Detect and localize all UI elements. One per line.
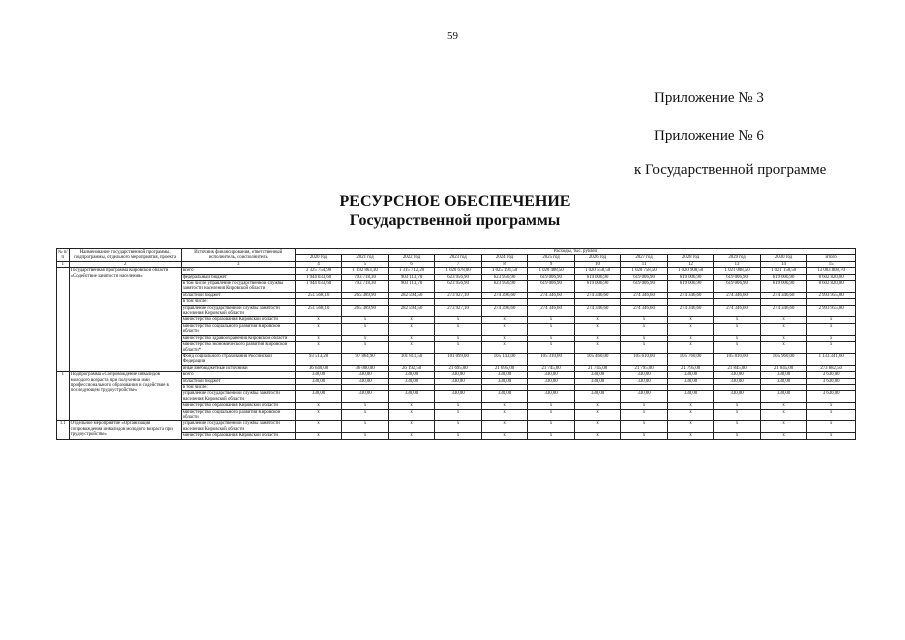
column-number: 11 [621, 261, 668, 267]
expense-value: x [342, 421, 389, 433]
expense-value: 105 310,00 [528, 353, 575, 365]
expense-value: x [435, 421, 482, 433]
expense-value: 1 020 758,50 [621, 268, 668, 274]
expense-value: 619 006,90 [528, 281, 575, 293]
expense-value: x [760, 409, 807, 421]
header-year: 2021 год [342, 255, 389, 261]
expense-value: 274 346,60 [621, 305, 668, 317]
expense-value: x [574, 403, 621, 409]
expense-value: x [667, 323, 714, 335]
expense-value: 1 133 341,60 [807, 353, 856, 365]
expense-value: x [388, 403, 435, 409]
column-number: 13 [714, 261, 761, 267]
expense-value: x [760, 317, 807, 323]
expense-value: 619 006,90 [528, 274, 575, 280]
expense-value: x [295, 409, 342, 421]
expense-value: x [342, 335, 389, 341]
expense-value: 251 568,10 [295, 305, 342, 317]
expense-value: 623 956,90 [481, 281, 528, 293]
expense-value: x [481, 409, 528, 421]
column-number: 12 [667, 261, 714, 267]
column-number: 4 [295, 261, 342, 267]
expense-value: 1 020 558,50 [574, 268, 621, 274]
expense-value: x [342, 409, 389, 421]
table-body [57, 261, 856, 439]
expense-value: 21 845,00 [760, 365, 807, 371]
expense-value: x [481, 323, 528, 335]
row-number: 1 [57, 372, 70, 421]
header-num: № п/п [58, 249, 68, 260]
expense-value: 1 025 191,50 [481, 268, 528, 274]
expense-value: x [388, 409, 435, 421]
column-number: 1 [57, 261, 70, 267]
expense-value: 273 927,10 [435, 292, 482, 298]
expense-value: 26 192,50 [388, 365, 435, 371]
expense-value: 36 000,00 [342, 365, 389, 371]
table-header [57, 249, 856, 262]
expense-value: 274 346,60 [667, 305, 714, 317]
program-name: Подпрограмма «Сопровождение инвалидов молодого возраста при получении ими профессионального образования и содействие в последующем трудоустройстве» [69, 372, 181, 421]
header-year: 2026 год [574, 255, 621, 261]
expense-value: x [342, 317, 389, 323]
appendix-line-2: Приложение № 6 [654, 128, 764, 144]
funding-source: министерство образования Кировской области [181, 433, 295, 439]
expense-value: x [388, 421, 435, 433]
expense-value: 330,00 [760, 391, 807, 403]
expense-value: 274 346,60 [621, 292, 668, 298]
expense-value: x [528, 421, 575, 433]
expense-value: 21 745,00 [528, 365, 575, 371]
expense-value: 274 346,60 [667, 292, 714, 298]
expense-value: 330,00 [481, 378, 528, 384]
column-number: 2 [69, 261, 181, 267]
expense-value: x [388, 335, 435, 341]
expense-value: 330,00 [435, 372, 482, 378]
funding-source: управление государственной службы занятости населения Кировской области [181, 421, 295, 433]
expense-value: x [667, 433, 714, 439]
expense-value: 619 006,90 [667, 281, 714, 293]
funding-source: иные внебюджетные источники [181, 365, 295, 371]
expense-value: 274 346,60 [574, 305, 621, 317]
program-name: Государственная программа Кировской области «Содействие занятости населения» [69, 268, 181, 372]
program-name: Отдельное мероприятие «Организация сопровождения инвалидов молодого возраста при трудоустройстве» [69, 421, 181, 439]
funding-source: министерство социального развития Кировской области [181, 323, 295, 335]
expense-value: x [574, 421, 621, 433]
expense-value: x [481, 433, 528, 439]
expense-value: 619 006,90 [574, 281, 621, 293]
expense-value: x [388, 433, 435, 439]
expense-value: 8 602 820,80 [807, 274, 856, 280]
expense-value: 619 006,90 [574, 274, 621, 280]
funding-source: всего [181, 372, 295, 378]
expense-value: 1 192 863,10 [342, 268, 389, 274]
expense-value: x [481, 403, 528, 409]
expense-value: 619 006,90 [760, 281, 807, 293]
expense-value: 330,00 [714, 378, 761, 384]
expense-value: x [807, 335, 856, 341]
header-year: 2022 год [388, 255, 435, 261]
expense-value: x [528, 317, 575, 323]
expense-value: 330,00 [528, 378, 575, 384]
expense-value: x [621, 409, 668, 421]
expense-value: 1 021 008,50 [714, 268, 761, 274]
expense-value: 330,00 [574, 391, 621, 403]
header-source: Источник финансирования, ответственный исполнитель, соисполнитель [181, 249, 295, 262]
column-number: 8 [481, 261, 528, 267]
expense-value: 330,00 [435, 378, 482, 384]
expense-value: 282 594,50 [388, 305, 435, 317]
funding-source: управление государственной службы занятости населения Кировской области [181, 391, 295, 403]
expense-value: 330,00 [667, 391, 714, 403]
header-year: 2029 год [714, 255, 761, 261]
expense-value: x [621, 433, 668, 439]
expense-value: 274 346,60 [760, 292, 807, 298]
expense-value: 3 630,00 [807, 378, 856, 384]
expense-value: 105 960,00 [760, 353, 807, 365]
column-number: 5 [342, 261, 389, 267]
expense-value: 330,00 [295, 378, 342, 384]
header-expenses: Расходы, тыс. рублей [295, 249, 855, 255]
expense-value: 21 795,00 [621, 365, 668, 371]
expense-value: 330,00 [528, 391, 575, 403]
expense-value: 330,00 [760, 372, 807, 378]
funding-source: в том числе: [181, 384, 295, 390]
column-number: 7 [435, 261, 482, 267]
resource-table [56, 248, 856, 440]
expense-value: x [574, 433, 621, 439]
expense-value: 330,00 [295, 372, 342, 378]
expense-value: x [435, 433, 482, 439]
expense-value: x [714, 433, 761, 439]
funding-source: в том числе управление государственной службы занятости населения Кировской области [181, 281, 295, 293]
page-number: 59 [447, 30, 458, 42]
expense-value: x [760, 342, 807, 354]
expense-value: x [295, 403, 342, 409]
expense-value: x [295, 433, 342, 439]
expense-value: 97 864,90 [342, 353, 389, 365]
expense-value: 21 695,00 [435, 365, 482, 371]
expense-value: 265 389,90 [342, 292, 389, 298]
funding-source: в том числе: [181, 299, 295, 305]
expense-value: 793 718,30 [342, 281, 389, 293]
expense-value: 330,00 [295, 391, 342, 403]
expense-value: 13 003 808,70 [807, 268, 856, 274]
expense-value: 330,00 [388, 372, 435, 378]
expense-value: x [807, 409, 856, 421]
expense-value: 105 143,00 [481, 353, 528, 365]
expense-value: 330,00 [574, 378, 621, 384]
funding-source: федеральный бюджет [181, 274, 295, 280]
expense-value: 1 315 712,20 [388, 268, 435, 274]
expense-value: x [714, 323, 761, 335]
header-year: 2023 год [435, 255, 482, 261]
title-line-1: РЕСУРСНОЕ ОБЕСПЕЧЕНИЕ [339, 193, 571, 210]
expense-value: x [807, 342, 856, 354]
expense-value: 8 602 820,80 [807, 281, 856, 293]
expense-value: 330,00 [621, 372, 668, 378]
expense-value: 330,00 [435, 391, 482, 403]
expense-value: x [574, 342, 621, 354]
expense-value: x [388, 342, 435, 354]
expense-value: x [528, 342, 575, 354]
funding-source: министерство экономического развития Кировской области* [181, 342, 295, 354]
expense-value: x [714, 403, 761, 409]
expense-value: x [714, 335, 761, 341]
expense-value: x [621, 317, 668, 323]
expense-value: 619 006,90 [760, 274, 807, 280]
expense-value: 105 460,00 [574, 353, 621, 365]
expense-value: x [807, 317, 856, 323]
column-number: 14 [760, 261, 807, 267]
expense-value: 274 396,60 [481, 305, 528, 317]
expense-value: x [574, 317, 621, 323]
row-number: 1.1 [57, 421, 70, 439]
expense-value: x [760, 323, 807, 335]
expense-value: x [807, 323, 856, 335]
expense-value: 330,00 [714, 372, 761, 378]
funding-source: управление государственной службы занятости населения Кировской области [181, 305, 295, 317]
expense-value: 619 006,90 [667, 274, 714, 280]
expense-value: x [667, 335, 714, 341]
expense-value: 21 695,00 [481, 365, 528, 371]
expense-value: x [435, 342, 482, 354]
funding-source: Фонд социального страхования Российской Федерации [181, 353, 295, 365]
expense-value: 274 346,60 [574, 292, 621, 298]
header-year: 2020 год [295, 255, 342, 261]
expense-value: 282 594,50 [388, 292, 435, 298]
expense-value: 265 389,90 [342, 305, 389, 317]
expense-value: 330,00 [714, 391, 761, 403]
expense-value: x [342, 433, 389, 439]
expense-value: x [342, 342, 389, 354]
expense-value: 93 513,20 [295, 353, 342, 365]
funding-source: областной бюджет [181, 378, 295, 384]
expense-value: 274 346,60 [528, 305, 575, 317]
expense-value: 36 640,00 [295, 365, 342, 371]
expense-value: 903 113,70 [388, 281, 435, 293]
expense-value: x [667, 421, 714, 433]
funding-source: министерство здравоохранения Кировской области [181, 335, 295, 341]
expense-value: x [760, 433, 807, 439]
expense-value: 1 020 408,50 [528, 268, 575, 274]
expense-value: x [528, 323, 575, 335]
expense-value: x [528, 403, 575, 409]
expense-value: 330,00 [574, 372, 621, 378]
expense-value: x [714, 409, 761, 421]
expense-value: x [621, 403, 668, 409]
column-number: 9 [528, 261, 575, 267]
document-title [290, 192, 620, 230]
expense-value: 2 993 955,80 [807, 305, 856, 317]
expense-value: 330,00 [388, 378, 435, 384]
funding-source: областной бюджет [181, 292, 295, 298]
expense-value: 623 956,90 [435, 274, 482, 280]
expense-value: x [528, 335, 575, 341]
expense-value: x [295, 342, 342, 354]
expense-value: x [621, 342, 668, 354]
expense-value: x [481, 335, 528, 341]
expense-value: 105 810,00 [714, 353, 761, 365]
expense-value: 903 113,70 [388, 274, 435, 280]
expense-value: 330,00 [481, 391, 528, 403]
appendix-line-1: Приложение № 3 [654, 90, 764, 106]
expense-value: 619 006,90 [621, 281, 668, 293]
expense-value: x [574, 409, 621, 421]
expense-value: 330,00 [621, 391, 668, 403]
expense-value: 21 845,00 [714, 365, 761, 371]
expense-value: x [528, 409, 575, 421]
expense-value: x [295, 323, 342, 335]
expense-value: x [435, 403, 482, 409]
expense-value: x [760, 421, 807, 433]
expense-value: 330,00 [342, 372, 389, 378]
expense-value: 1 944 033,60 [295, 281, 342, 293]
appendix-line-3: к Государственной программе [634, 162, 827, 178]
expense-value: 101 811,50 [388, 353, 435, 365]
expense-value: x [807, 421, 856, 433]
expense-value: 330,00 [667, 378, 714, 384]
expense-value: x [667, 317, 714, 323]
expense-value: 330,00 [388, 391, 435, 403]
expense-value: 274 346,60 [528, 292, 575, 298]
expense-value: x [435, 409, 482, 421]
expense-value: 330,00 [667, 372, 714, 378]
expense-value: x [481, 317, 528, 323]
expense-value: x [760, 335, 807, 341]
expense-value: 251 568,10 [295, 292, 342, 298]
header-year: 2025 год [528, 255, 575, 261]
expense-value: 330,00 [760, 378, 807, 384]
expense-value: 274 346,60 [760, 305, 807, 317]
expense-value: 619 006,90 [714, 281, 761, 293]
expense-value: 21 795,00 [667, 365, 714, 371]
header-name: Наименование государственной программы, подпрограммы, отдельного мероприятия, проекта [69, 249, 181, 262]
expense-value: x [574, 335, 621, 341]
expense-value: x [481, 342, 528, 354]
column-number: 15 [807, 261, 856, 267]
funding-source: министерство социального развития Кировской области [181, 409, 295, 421]
expense-value: 3 630,00 [807, 391, 856, 403]
expense-value: 1 021 158,50 [760, 268, 807, 274]
expense-value: 330,00 [342, 391, 389, 403]
title-line-2: Государственной программы [349, 212, 561, 229]
expense-value: 274 396,60 [481, 292, 528, 298]
expense-value: 2 325 754,90 [295, 268, 342, 274]
expense-value: x [481, 421, 528, 433]
table-row [57, 372, 856, 378]
expense-value: x [528, 433, 575, 439]
expense-value: 1 944 033,60 [295, 274, 342, 280]
column-number: 10 [574, 261, 621, 267]
expense-value: x [435, 323, 482, 335]
expense-value: x [714, 342, 761, 354]
expense-value: x [574, 323, 621, 335]
row-number [57, 268, 70, 372]
expense-value: x [295, 421, 342, 433]
expense-value: 330,00 [528, 372, 575, 378]
header-year: 2027 год [621, 255, 668, 261]
expense-value: x [621, 335, 668, 341]
expense-value: 330,00 [621, 378, 668, 384]
expense-value: 21 745,00 [574, 365, 621, 371]
expense-value: 1 020 908,50 [667, 268, 714, 274]
funding-source: министерство образования Кировской области [181, 317, 295, 323]
expense-value: x [295, 335, 342, 341]
expense-value: 101 099,00 [435, 353, 482, 365]
header-year: 2024 год [481, 255, 528, 261]
expense-value: 619 006,90 [714, 274, 761, 280]
funding-source: всего [181, 268, 295, 274]
expense-value: x [342, 403, 389, 409]
expense-value: 105 610,00 [621, 353, 668, 365]
expense-value: x [714, 317, 761, 323]
expense-value: 1 020 678,00 [435, 268, 482, 274]
expense-value: 330,00 [481, 372, 528, 378]
expense-value: x [807, 433, 856, 439]
expense-value: 2 993 955,80 [807, 292, 856, 298]
expense-value: 274 346,60 [714, 292, 761, 298]
expense-value: x [295, 317, 342, 323]
expense-value: x [435, 335, 482, 341]
expense-value: x [667, 409, 714, 421]
expense-value: x [621, 421, 668, 433]
column-number: 3 [181, 261, 295, 267]
expense-value: x [388, 323, 435, 335]
header-year: 2028 год [667, 255, 714, 261]
expense-value: x [621, 323, 668, 335]
table-row [57, 268, 856, 274]
expense-value: 273 682,50 [807, 365, 856, 371]
expense-value: 105 760,00 [667, 353, 714, 365]
expense-value: 330,00 [342, 378, 389, 384]
expense-value: 619 006,90 [621, 274, 668, 280]
expense-value: x [342, 323, 389, 335]
table-row [57, 421, 856, 433]
header-year: 2030 год [760, 255, 807, 261]
expense-value: 793 718,30 [342, 274, 389, 280]
expense-value: x [807, 403, 856, 409]
expense-value: x [667, 342, 714, 354]
header-year: итого [807, 255, 856, 261]
expense-value: x [760, 403, 807, 409]
expense-value: 274 346,60 [714, 305, 761, 317]
expense-value: x [667, 403, 714, 409]
expense-value: 3 630,00 [807, 372, 856, 378]
funding-source: министерство образования Кировской области [181, 403, 295, 409]
expense-value: 623 956,90 [481, 274, 528, 280]
expense-value: x [714, 421, 761, 433]
expense-value: 273 927,10 [435, 305, 482, 317]
expense-value: x [435, 317, 482, 323]
expense-value: 623 956,90 [435, 281, 482, 293]
expense-value: x [388, 317, 435, 323]
column-number: 6 [388, 261, 435, 267]
